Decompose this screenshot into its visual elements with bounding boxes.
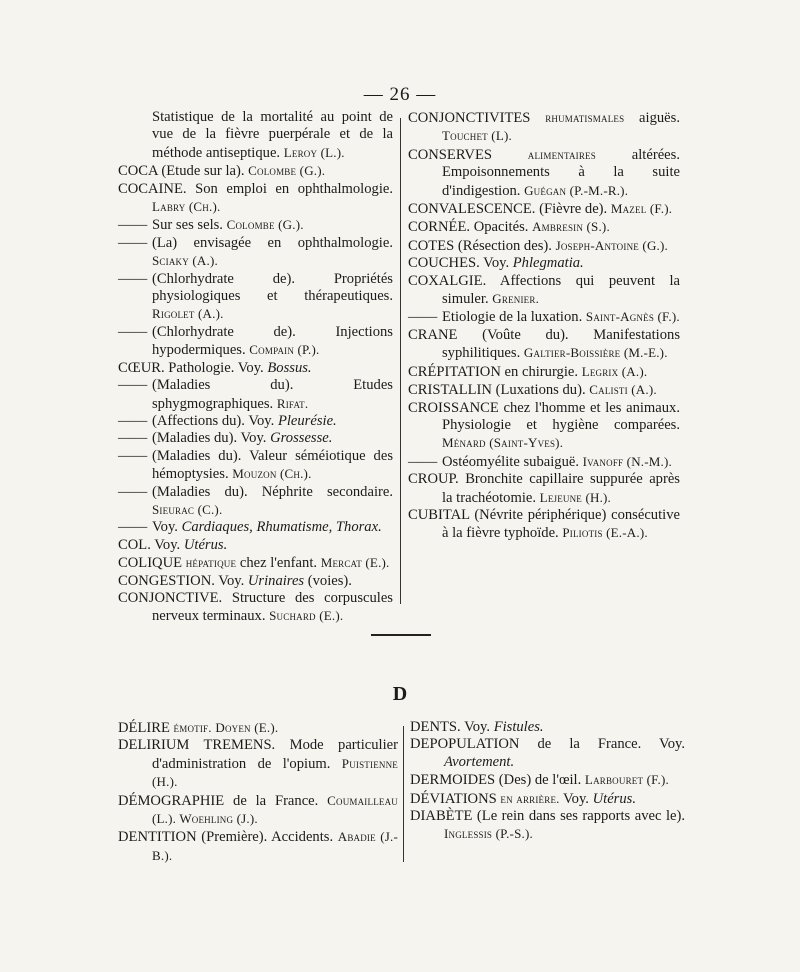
entry-text: Statistique de la mortalité au point de vue de la fièvre puerpérale et de la méthode antiseptique. [152, 109, 393, 161]
entry-reference: Cardiaques, Rhumatisme, Thorax. [181, 519, 382, 536]
entry-text-2: (voies). [307, 572, 352, 589]
entry-dash: —— [118, 483, 148, 500]
index-entry [410, 808, 685, 844]
index-entry [408, 200, 680, 218]
entry-text: (Maladies du). Valeur séméiotique des hémoptysies. [152, 447, 393, 483]
entry-text: (Fièvre de). [539, 201, 608, 218]
index-entry [408, 400, 680, 453]
entry-reference: Pleurésie. [277, 412, 337, 429]
entry-author: Sieurac (C.). [152, 501, 223, 517]
right-column [408, 109, 680, 543]
entry-heading: CRANE [408, 326, 458, 343]
index-entry [410, 736, 685, 771]
index-entry [408, 453, 680, 471]
entry-text: (Affections du). Voy. [152, 412, 275, 429]
entry-text: (Maladies du). Etudes sphygmographiques. [152, 377, 393, 412]
entry-text: (Luxations du). [495, 382, 586, 399]
entry-author: Ambresin (S.). [532, 219, 610, 235]
entry-text: Sur ses sels. [152, 217, 223, 234]
entry-author: Abadie (J.-B.). [152, 829, 399, 863]
entry-text: de la France. [233, 792, 319, 809]
entry-heading: CONGESTION. [118, 572, 215, 589]
index-entry [118, 413, 393, 430]
entry-heading: CROUP. [408, 471, 459, 488]
entry-dash: —— [118, 234, 148, 251]
index-entry [118, 162, 393, 180]
index-entry [118, 324, 393, 360]
entry-author: Saint-Agnès (F.). [585, 309, 680, 325]
entry-text: Voy. [154, 536, 181, 553]
entry-text: (Maladies du). Voy. [152, 430, 267, 447]
entry-author: Puistienne (H.). [152, 755, 398, 790]
index-entry [118, 216, 393, 234]
index-entry [118, 590, 393, 626]
entry-text: (Chlorhydrate de). Injections hypodermiques. [152, 323, 393, 359]
entry-text: aiguës. [639, 110, 680, 126]
entry-heading: CONJONCTIVE. [118, 589, 223, 606]
entry-text: (Névrite périphérique) consécutive à la fièvre typhoïde. [442, 506, 680, 542]
entry-heading: DELIRIUM TREMENS. [118, 737, 276, 754]
index-entry [118, 554, 393, 572]
entry-author: Touchet (L). [442, 128, 512, 144]
entry-text: Voy. [464, 719, 491, 735]
entry-qualifier: émotif. [173, 720, 212, 735]
entry-dash: —— [118, 447, 148, 464]
index-entry [408, 381, 680, 399]
entry-text: chez l'homme et les animaux. Physiologie et hygiène comparées. [442, 399, 680, 433]
entry-text: en chirurgie. [504, 363, 579, 380]
entry-dash: —— [118, 323, 148, 340]
index-entry [118, 737, 398, 791]
entry-text: (Résection des). [457, 237, 552, 254]
entry-text: Bronchite capillaire suppurée après la trachéotomie. [442, 471, 680, 506]
entry-author: Colombe (G.). [248, 163, 326, 179]
entry-reference: Phlegmatia. [512, 255, 584, 272]
index-entry [408, 237, 680, 255]
entry-heading: DERMOIDES [410, 772, 496, 789]
index-entry [408, 471, 680, 507]
entry-heading: DENTS. [410, 719, 461, 735]
index-entry [118, 360, 393, 377]
index-entry [118, 271, 393, 324]
entry-heading: COUCHES. [408, 255, 480, 272]
entry-reference: Utérus. [183, 536, 228, 553]
entry-reference: Utérus. [592, 790, 636, 807]
entry-author: Rifat. [276, 395, 309, 411]
index-entry [118, 573, 393, 590]
index-entry [118, 719, 398, 737]
entry-author: Guégan (P.-M.-R.). [524, 182, 629, 198]
entry-qualifier: en arrière. [500, 790, 560, 806]
left-column [118, 109, 393, 626]
entry-text: Voy. [218, 572, 245, 589]
entry-text: Affections qui peuvent la simuler. [442, 272, 681, 308]
entry-heading: DÉVIATIONS [410, 790, 497, 807]
entry-dash: —— [118, 217, 148, 234]
entry-dash: —— [118, 377, 148, 394]
entry-text: Pathologie. Voy. [168, 359, 264, 376]
entry-author: Legrix (A.). [581, 363, 648, 379]
entry-text: Voy. [483, 255, 510, 272]
entry-text: (La) envisagée en ophthalmologie. [152, 234, 393, 251]
entry-qualifier: hépatique [185, 555, 237, 571]
section-letter: D [392, 683, 408, 705]
entry-text: Son emploi en ophthalmologie. [195, 180, 393, 197]
index-entry [118, 792, 398, 829]
entry-text: (Première). Accidents. [201, 829, 334, 846]
entry-dash: —— [118, 430, 148, 447]
index-entry [408, 507, 680, 543]
entry-author: Leroy (L.). [283, 144, 345, 160]
page-number: — 26 — [363, 84, 437, 105]
index-entry [408, 109, 680, 146]
entry-reference: Urinaires [247, 572, 305, 589]
entry-text: Opacités. [473, 219, 529, 236]
entry-dash: —— [408, 453, 438, 470]
entry-author: Calisti (A.). [589, 382, 657, 398]
entry-author: Mouzon (Ch.). [232, 466, 312, 482]
entry-dash: —— [118, 519, 148, 536]
entry-author: Larbouret (F.). [584, 772, 669, 788]
entry-qualifier: alimentaires [527, 146, 596, 162]
entry-heading: DÉMOGRAPHIE [118, 792, 225, 809]
entry-author: Joseph-Antoine (G.). [555, 237, 668, 253]
entry-reference: Avortement. [444, 753, 515, 770]
entry-heading: DIABÈTE [410, 808, 473, 825]
entry-author: Lejeune (H.). [539, 489, 612, 505]
entry-text: (Chlorhydrate de). Propriétés physiologiques et thérapeutiques. [152, 270, 393, 305]
entry-author: Labry (Ch.). [152, 199, 221, 215]
entry-text: Voy. [563, 790, 589, 807]
entry-author: Sciaky (A.). [152, 253, 218, 269]
entry-author: Ménard (Saint-Yves). [442, 435, 564, 451]
entry-heading: COCA [118, 163, 158, 180]
entry-author: Piliotis (E.-A.). [562, 525, 648, 541]
index-entry [118, 235, 393, 271]
index-entry [410, 719, 685, 736]
entry-dash: —— [408, 309, 438, 326]
entry-heading: COCAINE. [118, 180, 187, 197]
entry-text: (Etude sur la). [161, 163, 245, 180]
entry-dash: —— [118, 412, 148, 429]
index-entry [118, 109, 393, 162]
index-entry [410, 771, 685, 789]
entry-author: Ivanoff (N.-M.). [582, 453, 672, 469]
entry-text: altérées. Empoisonnements à la suite d'indigestion. [442, 146, 680, 199]
entry-author: Rigolet (A.). [152, 306, 224, 322]
entry-text: (Des) de l'œil. [498, 772, 582, 789]
entry-text: Ostéomyélite subaiguë. [442, 453, 579, 470]
entry-author: Suchard (E.). [269, 608, 344, 624]
entry-reference: Grossesse. [270, 430, 333, 447]
entry-author: Doyen (E.). [215, 720, 279, 735]
index-entry [118, 448, 393, 484]
entry-heading: CROISSANCE [408, 399, 499, 416]
column-divider-d [403, 726, 404, 862]
index-entry [118, 828, 398, 865]
index-entry [408, 218, 680, 236]
entry-text: (Le rein dans ses rapports avec le). [476, 808, 685, 825]
d-left-column [118, 719, 398, 865]
index-entry [118, 181, 393, 217]
column-divider [400, 118, 401, 604]
entry-heading: CONJONCTIVITES [408, 110, 531, 126]
index-entry [408, 327, 680, 363]
entry-heading: DEPOPULATION [410, 736, 520, 753]
entry-text: Voy. [152, 519, 178, 536]
entry-qualifier: rhumatismales [545, 110, 625, 125]
index-entry [118, 484, 393, 520]
entry-author: Mazel (F.). [610, 201, 673, 217]
entry-author: Galtier-Boissière (M.-E.). [523, 345, 668, 361]
entry-heading: DÉLIRE [118, 720, 170, 736]
entry-heading: COL. [118, 536, 151, 553]
index-entry [118, 519, 393, 536]
index-entry [408, 273, 680, 309]
entry-heading: DENTITION [118, 829, 197, 846]
index-entry [408, 255, 680, 272]
entry-reference: Fistules. [493, 719, 544, 735]
index-entry [118, 377, 393, 413]
d-right-column [410, 719, 685, 844]
section-separator [371, 634, 431, 636]
index-entry [408, 146, 680, 200]
index-entry [408, 308, 680, 326]
entry-text: Mode particulier d'administration de l'opium. [152, 737, 398, 772]
entry-heading: CONSERVES [408, 146, 492, 163]
index-entry [408, 363, 680, 381]
index-entry [118, 430, 393, 447]
index-entry [118, 537, 393, 554]
entry-text: (Voûte du). Manifestations syphilitiques. [442, 326, 680, 362]
entry-heading: COXALGIE. [408, 272, 487, 289]
entry-author: Mercat (E.). [320, 555, 390, 571]
entry-heading: CRISTALLIN [408, 382, 492, 399]
entry-author: Inglessis (P.-S.). [444, 826, 533, 842]
entry-dash: —— [118, 270, 148, 287]
entry-heading: CORNÉE. [408, 219, 471, 236]
entry-author: Colombe (G.). [226, 217, 304, 233]
entry-author: Grenier. [492, 291, 540, 307]
entry-heading: COTES [408, 237, 455, 254]
entry-reference: Bossus. [267, 359, 312, 376]
entry-heading: COLIQUE [118, 555, 183, 572]
entry-text: Structure des corpuscules nerveux terminaux. [152, 589, 393, 625]
entry-text: (Maladies du). Néphrite secondaire. [152, 483, 393, 500]
entry-author: Compain (P.). [249, 342, 320, 358]
entry-text: de la France. Voy. [537, 736, 685, 753]
entry-text: Etiologie de la luxation. [442, 309, 583, 326]
entry-text: chez l'enfant. [239, 555, 318, 572]
entry-heading: CRÉPITATION [408, 363, 501, 380]
entry-heading: CONVALESCENCE. [408, 201, 536, 218]
index-entry [410, 790, 685, 808]
entry-author: Coumailleau (L.). Woehling (J.). [152, 792, 398, 827]
entry-heading: CUBITAL [408, 506, 470, 523]
entry-heading: CŒUR. [118, 359, 165, 376]
